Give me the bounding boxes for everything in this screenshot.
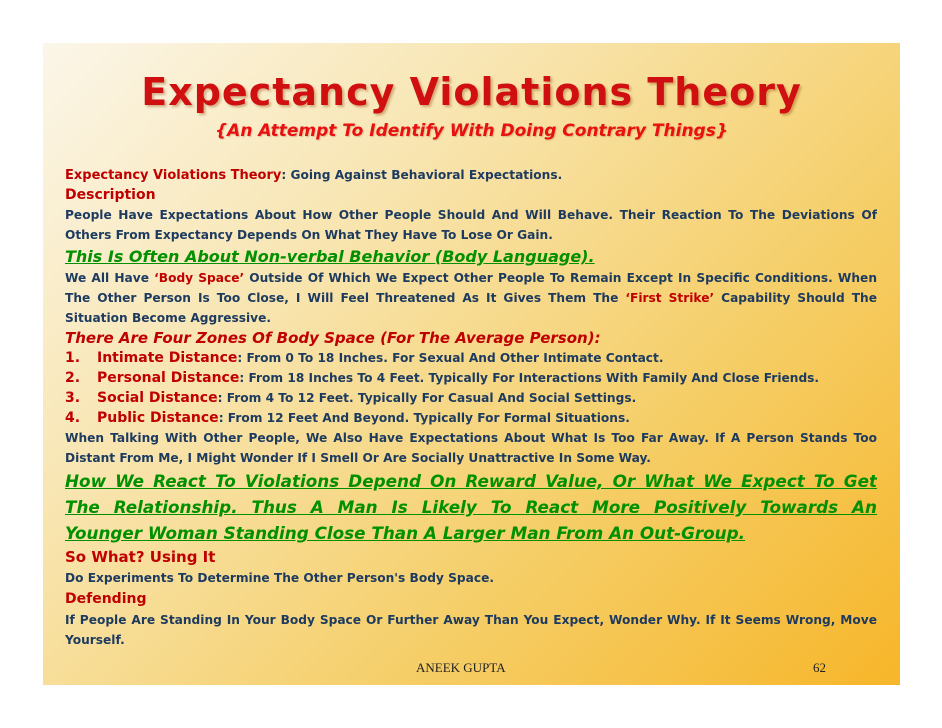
- zone-name: Personal Distance: [97, 370, 240, 386]
- first-strike-term: ‘First Strike’: [625, 291, 715, 305]
- far-line-1: When Talking With Other People, We Also Have Expectations About What Is Too Far Away. If A Person Stands Too: [65, 431, 877, 445]
- zone-name: Social Distance: [97, 390, 218, 406]
- react-line-3: Younger Woman Standing Close Than A Larger Man From An Out-Group.: [65, 523, 745, 543]
- defending-line-2: Yourself.: [65, 633, 125, 647]
- zone-name: Intimate Distance: [97, 350, 238, 366]
- intro-line: [65, 165, 877, 185]
- description-line-2: Others From Expectancy Depends On What They Have To Lose Or Gain.: [65, 228, 553, 242]
- body-space-line-2: The Other Person Is Too Close, I Will Feel Threatened As It Gives Them The ‘First Strike’ Capability Should The: [65, 291, 877, 305]
- zone-item: 3. Social Distance: From 4 To 12 Feet. Typically For Casual And Social Settings.: [65, 390, 637, 406]
- body-space-term: ‘Body Space’: [154, 271, 245, 285]
- slide-subtitle: {An Attempt To Identify With Doing Contrary Things}: [215, 121, 728, 141]
- zone-item: 2. Personal Distance: From 18 Inches To 4 Feet. Typically For Interactions With Family And Close Friends.: [65, 370, 820, 386]
- slide-title: Expectancy Violations Theory: [141, 70, 802, 114]
- defending-line-1: If People Are Standing In Your Body Space Or Further Away Than You Expect, Wonder Why. If It Seems Wrong, Move: [65, 613, 877, 627]
- sowhat-text: Do Experiments To Determine The Other Person's Body Space.: [65, 571, 494, 585]
- slide: [43, 43, 900, 685]
- defending-heading: Defending: [65, 591, 147, 607]
- zone-item: 1. Intimate Distance: From 0 To 18 Inches. For Sexual And Other Intimate Contact.: [65, 350, 664, 366]
- theory-label: Expectancy Violations Theory: [65, 168, 282, 183]
- react-line-2: The Relationship. Thus A Man Is Likely To React More Positively Towards An: [65, 497, 877, 517]
- zones-heading: There Are Four Zones Of Body Space (For The Average Person):: [65, 329, 601, 347]
- page-number: 62: [813, 660, 826, 675]
- sowhat-heading: So What? Using It: [65, 548, 216, 566]
- zone-name: Public Distance: [97, 410, 219, 426]
- theory-text: : Going Against Behavioral Expectations.: [281, 168, 563, 182]
- description-heading: Description: [65, 187, 156, 203]
- body-space-line-1: We All Have ‘Body Space’ Outside Of Which We Expect Other People To Remain Except In Specific Conditions. When: [65, 271, 877, 285]
- footer-author: ANEEK GUPTA: [416, 660, 506, 675]
- zone-item: 4. Public Distance: From 12 Feet And Beyond. Typically For Formal Situations.: [65, 410, 630, 426]
- far-line-2: Distant From Me, I Might Wonder If I Smell Or Are Socially Unattractive In Some Way.: [65, 451, 651, 465]
- nonverbal-heading: This Is Often About Non-verbal Behavior (Body Language).: [65, 247, 595, 266]
- react-line-1: How We React To Violations Depend On Reward Value, Or What We Expect To Get: [65, 471, 877, 491]
- slide-body: [65, 165, 877, 650]
- body-space-line-3: Situation Become Aggressive.: [65, 311, 272, 325]
- description-line-1: People Have Expectations About How Other People Should And Will Behave. Their Reaction To The Deviations Of: [65, 208, 877, 222]
